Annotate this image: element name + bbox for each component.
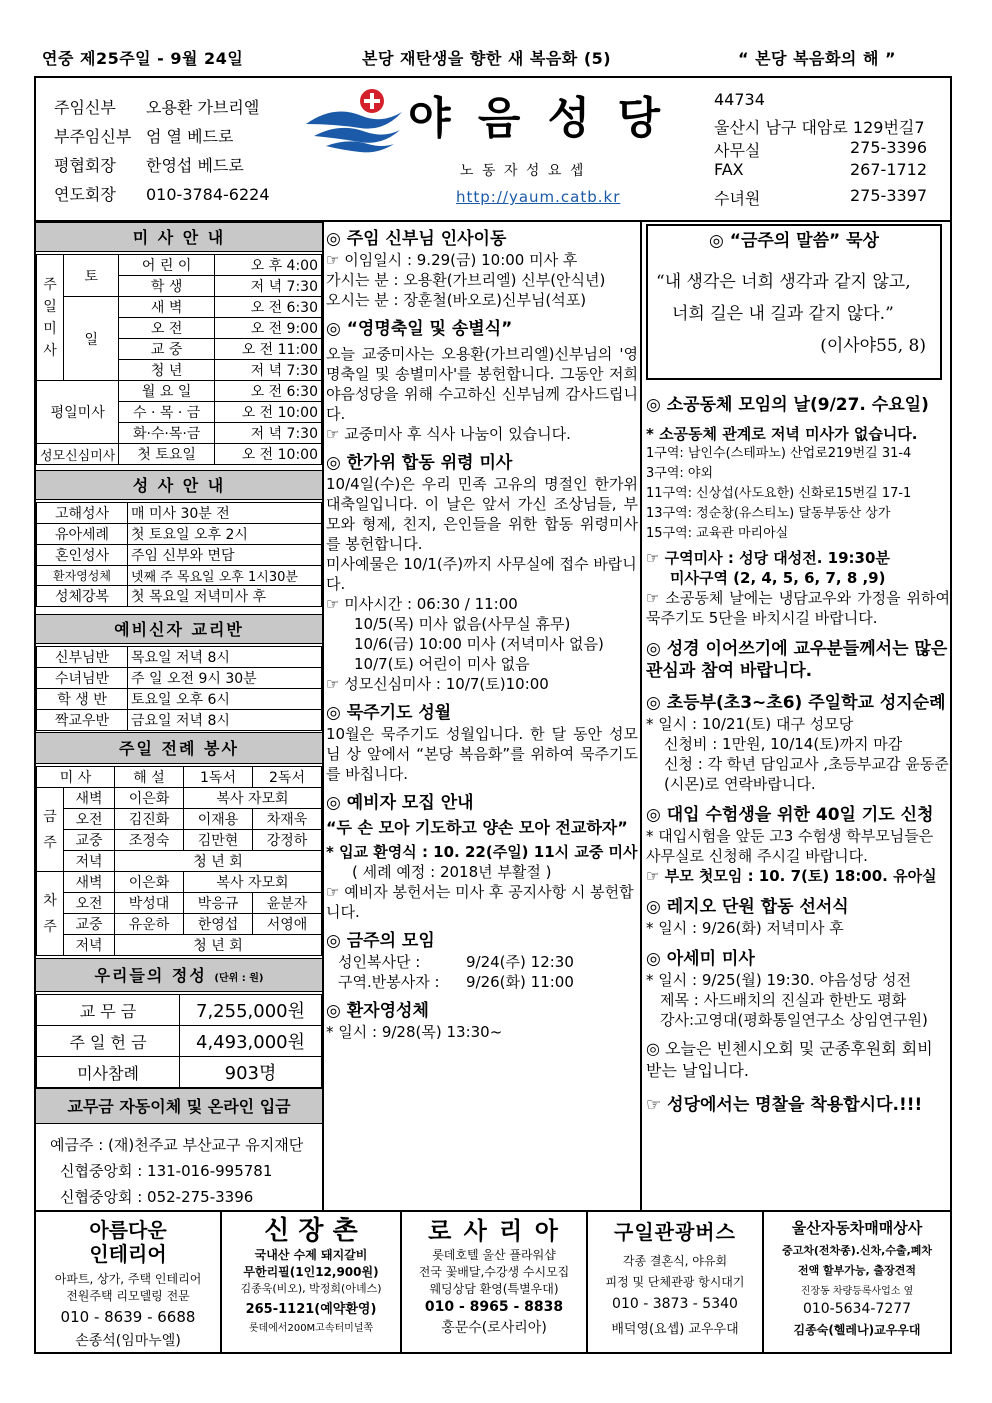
year-motto: “ 본당 복음화의 해 ” [738, 49, 897, 68]
text-item: 롯데에서200M고속터미널쪽 [248, 1323, 374, 1334]
section-title: ◎ 환자영성체 [326, 1001, 429, 1021]
text-item: 아파트, 상가, 주택 인테리어 [54, 1272, 202, 1286]
text-item: 금주 [37, 788, 64, 872]
text-item: 새벽 [64, 872, 115, 893]
mass-guide-title: 미 사 안 내 [36, 222, 322, 252]
text-item: 복사 자모회 [184, 872, 322, 893]
church-logo [304, 86, 404, 156]
text-item: 오 전 6:30 [214, 297, 321, 318]
text-item: (이사야55, 8) [820, 336, 926, 356]
staff-row [54, 95, 259, 118]
text-item: 어 린 이 [119, 255, 215, 276]
text-item: 903명 [180, 1057, 322, 1088]
text-item: ( 세례 예정 : 2018년 부활절 ) [352, 863, 552, 881]
text-item: 미사예물은 10/1(주)까지 사무실에 접수 바랍니다. [326, 555, 637, 593]
text-item: * 일시 : 10/21(토) 대구 성모당 [646, 715, 854, 733]
text-item: ☞ 이임일시 : 9.29(금) 10:00 미사 후 [326, 251, 578, 269]
text-item: 저 녁 7:30 [214, 276, 321, 297]
text-item: 학 생 [119, 276, 215, 297]
text-item: 수녀원 [714, 189, 761, 208]
church-name: 야 음 성 당 [408, 93, 666, 144]
text-item: 오늘 교중미사는 오용환(가브리엘)신부님의 '영명축일 및 송별미사'를 봉헌합니다. 그동안 저희 야음성당을 위해 수고하신 신부님께 감사드립니다. [326, 345, 638, 423]
patron-saint: 노 동 자 성 요 셉 [460, 163, 586, 179]
sacrament-table [36, 502, 322, 607]
middle-column [326, 228, 638, 1042]
text-item: 미사참례 [37, 1057, 180, 1088]
text-item: 성모신심미사 [37, 444, 119, 465]
text-item: 10/5(목) 미사 없음(사무실 휴무) [354, 615, 571, 633]
text-item: 토요일 오후 6시 [128, 689, 322, 710]
text-item: 환자영성체 [37, 566, 128, 586]
text-item: 윤분자 [253, 893, 322, 914]
text-item: 10/6(금) 10:00 미사 (저녁미사 없음) [354, 635, 604, 653]
text-item: 박성대 [115, 893, 184, 914]
text-item: * 일시 : 9/26(화) 저녁미사 후 [646, 919, 844, 937]
text-item: 주 일 헌 금 [37, 1026, 180, 1057]
text-item: 15구역: 교육관 마리아실 [646, 526, 789, 541]
text-item: 수녀님반 [37, 668, 128, 689]
text-item: * 일시 : 9/25(월) 19:30. 야음성당 성전 [646, 971, 911, 989]
text-item: 미 사 [37, 767, 115, 788]
text-item: 웨딩상담 환영(특별우대) [429, 1282, 559, 1296]
text-item: 청 년 회 [115, 935, 322, 956]
text-item: 전국 꽃배달,수강생 수시모집 [418, 1265, 570, 1279]
section-title: ◎ 대입 수험생을 위한 40일 기도 신청 [646, 805, 934, 825]
text-item: 9/26(화) 11:00 [466, 973, 574, 991]
text-item: 김종숙(헬레나)교우우대 [793, 1323, 921, 1337]
bulletin-theme: 본당 재탄생을 향한 새 복음화 (5) [362, 49, 612, 68]
text-item: 중고차(전차종).신차,수출,폐차 [781, 1244, 933, 1257]
section-title: ◎ 예비자 모집 안내 [326, 793, 474, 813]
text-item: 7,255,000원 [180, 995, 322, 1026]
text-item: 복사 자모회 [184, 788, 322, 809]
text-item: 10월은 묵주기도 성월입니다. 한 달 동안 성모님 상 앞에서 “본당 복음화”를 위하여 묵주기도를 바칩니다. [326, 725, 638, 783]
ad-florist [402, 1212, 586, 1354]
text-item: 홍문수(로사리아) [441, 1320, 547, 1336]
staff-row [54, 124, 233, 147]
text-item: 강정하 [253, 830, 322, 851]
liturgy-service-title: 주일 전례 봉사 [36, 732, 322, 764]
text-item: 구일관광버스 [614, 1220, 736, 1244]
account-holder: 예금주 : (재)천주교 부산교구 유지재단 [50, 1136, 304, 1154]
text-item: 주 일 오전 9시 30분 [128, 668, 322, 689]
text-item: 4,493,000원 [180, 1026, 322, 1057]
sacrament-guide-title: 성 사 안 내 [36, 470, 322, 500]
text-item: 13구역: 정순창(유스티노) 달동부동산 상가 [646, 506, 891, 521]
section-title: ◎ 한가위 합동 위령 미사 [326, 453, 513, 473]
text-item: ◎ 오늘은 빈첸시오회 및 군종후원회 회비 받는 날입니다. [646, 1039, 933, 1080]
text-item: 김만현 [184, 830, 253, 851]
text-item: 강사:고영대(평화통일연구소 상임연구원) [660, 1011, 928, 1029]
text-item: ☞ 부모 첫모임 : 10. 7(토) 18:00. 유아실 [646, 867, 937, 885]
mass-schedule-table [36, 254, 322, 465]
section-title: ◎ “영명축일 및 송별식” [326, 319, 513, 339]
text-item: 10/7(토) 어린이 미사 없음 [354, 655, 530, 673]
bank-account: 신협중앙회 : 052-275-3396 [60, 1188, 254, 1206]
text-item: 배덕영(요셉) 교우우대 [611, 1322, 739, 1337]
text-item: 화·수·목·금 [119, 423, 215, 444]
text-item: 너희 길은 내 길과 같지 않다.” [672, 304, 894, 324]
fax-number: 267-1712 [850, 160, 928, 179]
text-item: 전원주택 리모델링 전문 [66, 1289, 190, 1303]
text-item: 서영애 [253, 914, 322, 935]
text-item: 오용환 가브리엘 [146, 98, 260, 117]
text-item: 고해성사 [37, 503, 128, 524]
text-item: 이재용 [184, 809, 253, 830]
text-item: 월 요 일 [119, 381, 215, 402]
text-item: 저 녁 7:30 [214, 360, 321, 381]
text-item: 010-3784-6224 [146, 185, 270, 204]
offering-title [36, 958, 322, 992]
text-item: 새 벽 [119, 297, 215, 318]
text-item: 넷째 주 목요일 오후 1시30분 [128, 566, 322, 586]
text-item: 첫 목요일 저녁미사 후 [128, 586, 322, 607]
text-item: 010 - 3873 - 5340 [612, 1296, 738, 1312]
text-item: 11구역: 신상섭(사도요한) 신화로15번길 17-1 [646, 486, 912, 501]
text-item: ☞ 구역미사 : 성당 대성전. 19:30분 [646, 549, 890, 567]
text-item: 매 미사 30분 전 [128, 503, 322, 524]
text-item: 오시는 분 : 장훈철(바오로)신부님(석포) [326, 291, 587, 309]
right-column [646, 394, 950, 1116]
text-item: 010 - 8639 - 6688 [60, 1308, 196, 1326]
catechumen-class-title: 예비신자 교리반 [36, 614, 322, 644]
text-item: 진장동 차량등록사업소 옆 [800, 1286, 914, 1297]
text-item: 제목 : 사드배치의 진실과 한반도 평화 [660, 991, 907, 1009]
text-item: ☞ 예비자 봉헌서는 미사 후 공지사항 시 봉헌합니다. [326, 883, 634, 921]
text-item: 저녁 [64, 851, 115, 872]
text-item: 토 [64, 255, 119, 297]
staff-row [54, 182, 270, 205]
text-item: 박응규 [184, 893, 253, 914]
text-item: 김종욱(비오), 박정희(아녜스) [240, 1282, 382, 1295]
text-item: 우리들의 정성 [94, 966, 207, 985]
text-item: 10/4일(수)은 우리 민족 고유의 명절인 한가위 대축일입니다. 이 날은 앞서 가신 조상님들, 부모와 형제, 친지, 은인들을 위한 합동 위령미사를 봉헌합니다. [326, 475, 638, 553]
text-item: 조정숙 [115, 830, 184, 851]
text-item: 한영섭 베드로 [146, 156, 244, 175]
section-title: ◎ 레지오 단원 합동 선서식 [646, 897, 849, 917]
text-item: 미사구역 (2, 4, 5, 6, 7, 8 ,9) [670, 569, 886, 587]
text-item: 연도회장 [54, 185, 116, 204]
text-item: 일 [64, 297, 119, 381]
text-item: 아름다운 인테리어 [89, 1218, 167, 1266]
office-phone: 275-3396 [850, 138, 928, 157]
text-item: 교 무 금 [37, 995, 180, 1026]
text-item: * 일시 : 9/28(목) 13:30~ [326, 1023, 503, 1041]
text-item: 유운하 [115, 914, 184, 935]
section-title: ◎ 금주의 모임 [326, 931, 435, 951]
text-item: FAX [714, 160, 744, 179]
address: 울산시 남구 대암로 129번길7 [714, 118, 925, 137]
ad-car-dealer [764, 1212, 950, 1354]
convent-phone: 275-3397 [850, 186, 928, 205]
text-item: “내 생각은 너희 생각과 같지 않고, [656, 272, 911, 292]
text-item: 엄 열 베드로 [146, 127, 234, 146]
text-item: 손종석(임마누엘) [75, 1333, 181, 1349]
liturgy-table [36, 766, 322, 956]
text-item: 부주임신부 [54, 127, 132, 146]
text-item: 오 전 10:00 [214, 402, 321, 423]
text-item: 청 년 [119, 360, 215, 381]
text-item: ☞ 교중미사 후 식사 나눔이 있습니다. [326, 425, 571, 443]
verse-title: ◎ “금주의 말씀” 묵상 [709, 231, 879, 251]
text-item: 이은화 [115, 872, 184, 893]
text-item: 010 - 8965 - 8838 [424, 1299, 564, 1315]
text-item: ☞ 소공동체 날에는 냉담교우와 가정을 위하여 묵주기도 5단을 바치시길 바랍니다. [646, 589, 950, 627]
text-item: * 대입시험을 앞둔 고3 수험생 학부모님들은 사무실로 신청해 주시길 바랍니다. [646, 827, 934, 865]
text-item: * 입교 환영식 : 10. 22(주일) 11시 교중 미사 [326, 843, 638, 861]
text-item: 오전 [64, 893, 115, 914]
catechumen-table [36, 646, 322, 731]
text-item: 수 · 목 · 금 [119, 402, 215, 423]
text-item: 성인복사단 : [338, 953, 421, 971]
ad-restaurant [222, 1212, 400, 1354]
text-item: 주임 신부와 면담 [128, 545, 322, 566]
text-item: 저녁 [64, 935, 115, 956]
text-item: ☞ 성모신심미사 : 10/7(토)10:00 [326, 675, 549, 693]
text-item: 신 장 촌 [264, 1216, 358, 1246]
auto-transfer-title: 교무금 자동이체 및 온라인 입금 [36, 1088, 322, 1124]
text-item: 전액 할부가능, 출장견적 [797, 1264, 917, 1277]
text-item: 피정 및 단체관광 항시대기 [605, 1275, 745, 1289]
bank-info [50, 1132, 303, 1210]
text-item: 신부님반 [37, 647, 128, 668]
text-item: 금요일 저녁 8시 [128, 710, 322, 731]
text-item: * 소공동체 관계로 저녁 미사가 없습니다. [646, 425, 918, 443]
section-title: ◎ 성경 이어쓰기에 교우분들께서는 많은 관심과 참여 바랍니다. [646, 639, 948, 681]
text-item: 오 전 11:00 [214, 339, 321, 360]
issue-date: 연중 제25주일 - 9월 24일 [42, 49, 244, 68]
text-item: 울산자동차매매상사 [791, 1219, 923, 1237]
text-item: 짝교우반 [37, 710, 128, 731]
text-item: 교중 [64, 914, 115, 935]
text-item: 첫 토요일 오후 2시 [128, 524, 322, 545]
section-title: ◎ 주임 신부님 인사이동 [326, 229, 507, 249]
verse-text [656, 266, 940, 362]
text-item: 주임신부 [54, 98, 116, 117]
text-item: 오 전 [119, 318, 215, 339]
text-item: “두 손 모아 기도하고 양손 모아 전교하자” [326, 818, 628, 837]
text-item: 오전 [64, 809, 115, 830]
text-item: (단위 : 원) [214, 973, 264, 984]
text-item: ☞ 미사시간 : 06:30 / 11:00 [326, 595, 518, 613]
text-item: 새벽 [64, 788, 115, 809]
text-item: 사무실 [714, 141, 761, 160]
text-item: 각종 결혼식, 야유회 [622, 1254, 728, 1268]
text-item: 첫 토요일 [119, 444, 215, 465]
text-item: 차주 [37, 872, 64, 956]
church-website-link[interactable]: http://yaum.catb.kr [456, 188, 621, 206]
bank-account: 신협중앙회 : 131-016-995781 [60, 1162, 273, 1180]
text-item: 저 녁 7:30 [214, 423, 321, 444]
text-item: 목요일 저녁 8시 [128, 647, 322, 668]
text-item: 김진화 [115, 809, 184, 830]
text-item: 혼인성사 [37, 545, 128, 566]
section-title: ◎ 묵주기도 성월 [326, 703, 452, 723]
text-item: 265-1121(예약환영) [245, 1302, 377, 1317]
text-item: 평일미사 [37, 381, 119, 444]
text-item: 학 생 반 [37, 689, 128, 710]
offering-table [36, 994, 322, 1088]
text-item: 해 설 [115, 767, 184, 788]
text-item: 신청 : 각 학년 담임교사 ,초등부교감 윤동준(시몬)로 연락바랍니다. [664, 755, 949, 793]
text-item: 로 사 리 아 [428, 1217, 560, 1245]
text-item: 청 년 회 [115, 851, 322, 872]
text-item: 유아세례 [37, 524, 128, 545]
zip-code: 44734 [714, 90, 765, 109]
section-title: ◎ 초등부(초3~초6) 주일학교 성지순례 [646, 693, 946, 713]
text-item: 성체강복 [37, 586, 128, 607]
text-item: 010-5634-7277 [802, 1301, 912, 1317]
ad-interior [36, 1212, 220, 1354]
text-item: 롯데호텔 울산 플라워샵 [432, 1248, 556, 1262]
text-item: 오 전 10:00 [214, 444, 321, 465]
text-item: 1독서 [184, 767, 253, 788]
text-item: 이은화 [115, 788, 184, 809]
text-item: 교 중 [119, 339, 215, 360]
text-item: 주일미사 [37, 255, 64, 381]
text-item: 2독서 [253, 767, 322, 788]
section-title: ◎ 아세미 미사 [646, 949, 755, 969]
text-item: 교중 [64, 830, 115, 851]
text-item: 오 전 9:00 [214, 318, 321, 339]
text-item: 무한리필(1인12,900원) [243, 1265, 379, 1279]
section-title: ◎ 소공동체 모임의 날(9/27. 수요일) [646, 395, 929, 415]
text-item: 국내산 수제 돼지갈비 [254, 1248, 368, 1262]
text-item: 한영섭 [184, 914, 253, 935]
text-item: 가시는 분 : 오용환(가브리엘) 신부(안식년) [326, 271, 606, 289]
text-item: 오 후 4:00 [214, 255, 321, 276]
text-item: 1구역: 남인수(스테파노) 산업로219번길 31-4 [646, 446, 912, 461]
text-item: 3구역: 야외 [646, 466, 714, 481]
text-item: 신청비 : 1만원, 10/14(토)까지 마감 [664, 735, 903, 753]
text-item: 오 전 6:30 [214, 381, 321, 402]
weekly-verse-box [646, 224, 942, 380]
text-item: 9/24(주) 12:30 [466, 953, 574, 971]
text-item: 차재욱 [253, 809, 322, 830]
text-item: 구역.반봉사자 : [338, 973, 440, 991]
staff-row [54, 153, 244, 176]
text-item: 평협회장 [54, 156, 116, 175]
ad-tour-bus [588, 1212, 762, 1354]
section-title: ☞ 성당에서는 명찰을 착용합시다.!!! [646, 1095, 923, 1115]
